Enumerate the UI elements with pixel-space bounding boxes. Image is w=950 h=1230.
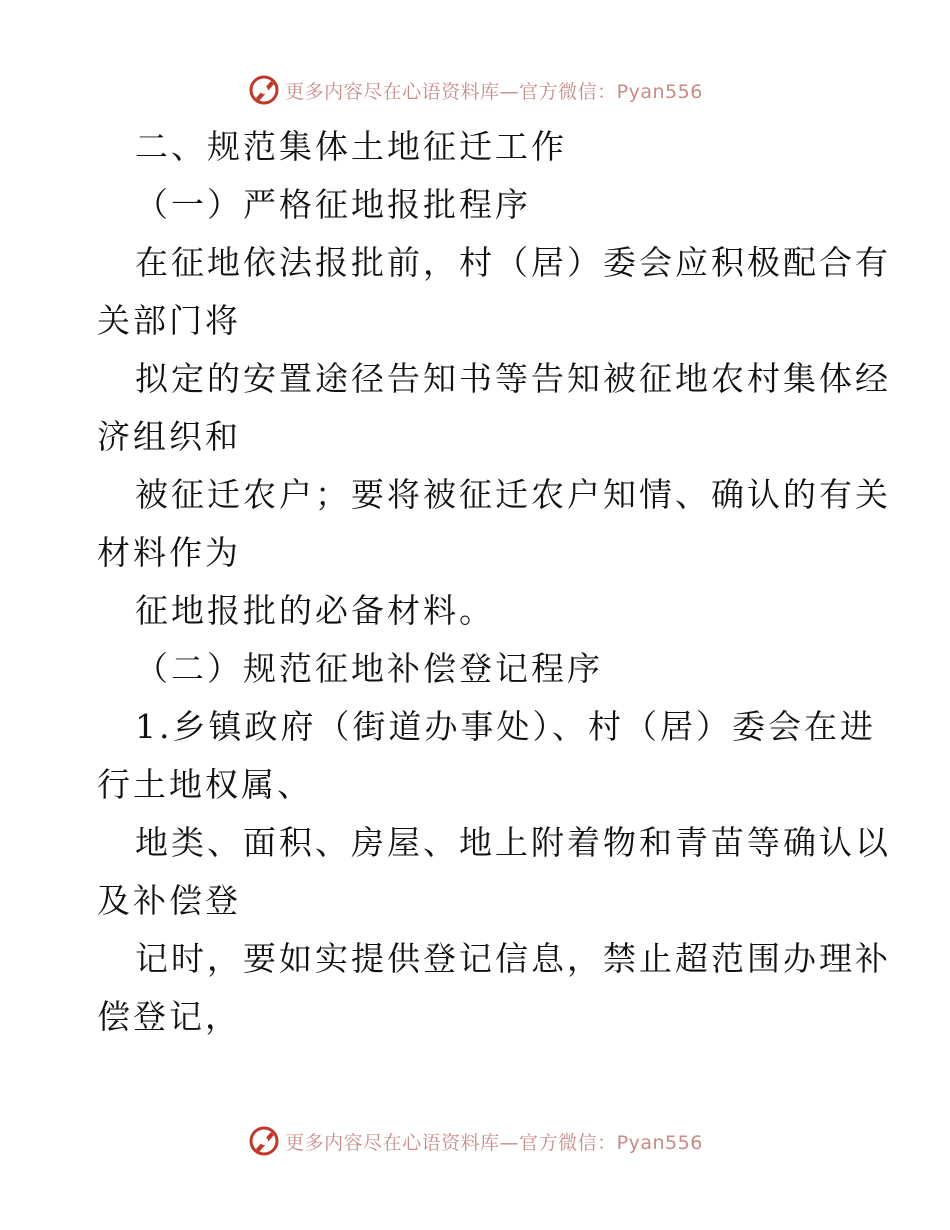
paragraph-line: 被征迁农户；要将被征迁农户知情、确认的有关 xyxy=(135,475,891,514)
subsection-heading: （二）规范征地补偿登记程序 xyxy=(135,649,603,688)
paragraph-line: 济组织和 xyxy=(97,417,241,456)
header-banner xyxy=(0,70,950,110)
document-body xyxy=(97,118,891,1046)
pen-logo-icon xyxy=(247,73,281,107)
paragraph-line: 材料作为 xyxy=(97,533,241,572)
paragraph-line: 及补偿登 xyxy=(97,881,241,920)
paragraph-line: 在征地依法报批前，村（居）委会应积极配合有 xyxy=(135,243,891,282)
subsection-heading: （一）严格征地报批程序 xyxy=(135,185,531,224)
paragraph-line: 拟定的安置途径告知书等告知被征地农村集体经 xyxy=(135,359,891,398)
paragraph-line: 征地报批的必备材料。 xyxy=(135,591,495,630)
section-heading: 二、规范集体土地征迁工作 xyxy=(135,127,567,166)
banner-text: 更多内容尽在心语资料库—官方微信：Pyan556 xyxy=(285,1131,703,1154)
pen-logo-icon xyxy=(247,1124,281,1158)
paragraph-line: 关部门将 xyxy=(97,301,241,340)
paragraph-line: 偿登记， xyxy=(97,997,241,1036)
paragraph-line: 记时，要如实提供登记信息，禁止超范围办理补 xyxy=(135,939,891,978)
banner-text: 更多内容尽在心语资料库—官方微信：Pyan556 xyxy=(285,80,703,103)
paragraph-line: 地类、面积、房屋、地上附着物和青苗等确认以 xyxy=(135,823,891,862)
footer-banner xyxy=(0,1121,950,1161)
paragraph-line: 1.乡镇政府（街道办事处）、村（居）委会在进 xyxy=(135,707,876,746)
paragraph-line: 行土地权属、 xyxy=(97,765,313,804)
